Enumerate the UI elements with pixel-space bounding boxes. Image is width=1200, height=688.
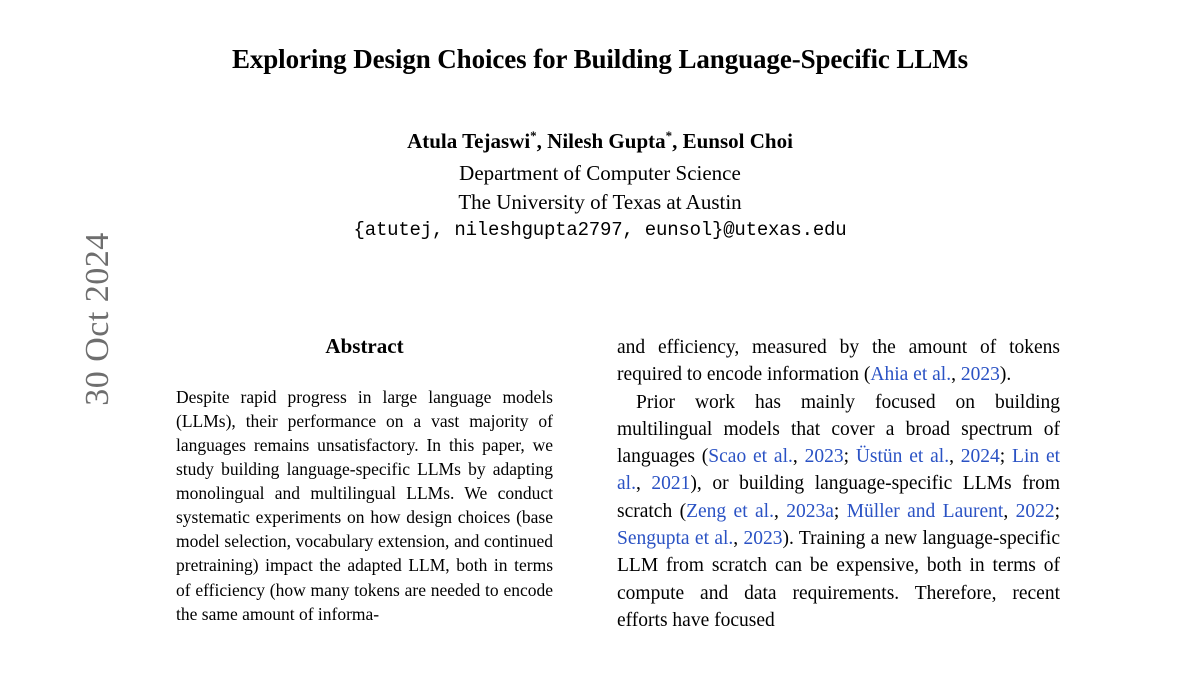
intro-p2-text-g: ), or building language-specific LLMs from scratch ( bbox=[617, 473, 1061, 522]
introduction-body bbox=[617, 334, 1060, 634]
affiliation-line-2: The University of Texas at Austin bbox=[458, 190, 742, 214]
affiliation-line-1: Department of Computer Science bbox=[459, 161, 741, 185]
citation-year-sengupta[interactable]: 2023 bbox=[743, 528, 783, 550]
author-email: {atutej, nileshgupta2797, eunsol}@utexas.edu bbox=[353, 219, 847, 241]
author-separator-1: , bbox=[536, 129, 548, 153]
intro-p2-text-a: Prior work has mainly focused on building multilingual models that cover a broad spectrum of languages ( bbox=[617, 391, 1060, 468]
intro-p2-sep-2: ; bbox=[843, 446, 856, 468]
author-separator-2: , bbox=[672, 129, 683, 153]
citation-lin[interactable]: Lin et al. bbox=[617, 446, 1061, 495]
citation-zeng[interactable]: Zeng et al. bbox=[686, 500, 774, 522]
abstract-paragraph: Despite rapid progress in large language models (LLMs), their performance on a vast majority of languages remains unsatisfactory. In this paper, we study building language-specific LLMs by adapting monolingual and multilingual LLMs. We conduct systematic experiments on how design choices (base model selection, vocabulary extension, and continued pretraining) impact the adapted LLM, both in terms of efficiency (how many tokens are needed to encode the same amount of informa- bbox=[176, 387, 553, 624]
citation-year-scao[interactable]: 2023 bbox=[804, 446, 844, 468]
citation-year-lin[interactable]: 2021 bbox=[651, 473, 691, 495]
intro-paragraph-2 bbox=[617, 389, 1060, 635]
author-footnote-marker-2: * bbox=[665, 128, 673, 143]
intro-p2-sep-10: , bbox=[733, 528, 744, 550]
abstract-column bbox=[176, 334, 553, 626]
intro-p1-sep-1: , bbox=[951, 364, 961, 386]
citation-scao[interactable]: Scao et al. bbox=[708, 446, 793, 468]
intro-paragraph-1 bbox=[617, 334, 1060, 389]
intro-p2-sep-1: , bbox=[792, 446, 805, 468]
intro-p2-sep-8: , bbox=[1003, 500, 1016, 522]
intro-p2-sep-5: , bbox=[635, 473, 652, 495]
author-footnote-marker-1: * bbox=[530, 128, 537, 143]
citation-year-muller[interactable]: 2022 bbox=[1015, 500, 1055, 522]
intro-p2-sep-9: ; bbox=[1054, 500, 1061, 522]
author-name-2: Nilesh Gupta bbox=[547, 129, 666, 153]
citation-year-ahia[interactable]: 2023 bbox=[960, 364, 1000, 386]
author-name-3: Eunsol Choi bbox=[682, 129, 793, 153]
page-title: Exploring Design Choices for Building Language-Specific LLMs bbox=[231, 44, 969, 74]
intro-p2-sep-4: ; bbox=[999, 446, 1013, 468]
intro-p1-text-a: and efficiency, measured by the amount of tokens required to encode information ( bbox=[617, 337, 1060, 386]
citation-ustun[interactable]: Üstün et al. bbox=[855, 446, 950, 468]
introduction-column bbox=[617, 334, 1060, 634]
arxiv-date-stamp: 30 Oct 2024 bbox=[79, 232, 116, 406]
citation-year-zeng[interactable]: 2023a bbox=[786, 500, 834, 522]
page-bottom-clip bbox=[0, 648, 1200, 688]
intro-p2-sep-3: , bbox=[949, 446, 961, 468]
intro-p2-text-m: ). Training a new language-specific LLM from scratch can be expensive, both in terms of compute and data requirements. Therefore, recent efforts have focused bbox=[617, 528, 1060, 631]
abstract-body bbox=[176, 385, 553, 626]
intro-p2-sep-7: ; bbox=[833, 500, 847, 522]
intro-p1-text-c: ). bbox=[999, 364, 1012, 386]
author-list bbox=[120, 128, 1080, 154]
citation-ahia[interactable]: Ahia et al. bbox=[870, 364, 952, 386]
abstract-heading: Abstract bbox=[325, 334, 404, 358]
citation-sengupta[interactable]: Sengupta et al. bbox=[617, 528, 734, 550]
citation-year-ustun[interactable]: 2024 bbox=[960, 446, 1000, 468]
author-name-1: Atula Tejaswi bbox=[407, 129, 531, 153]
intro-p2-sep-6: , bbox=[773, 500, 787, 522]
citation-muller-laurent[interactable]: Müller and Laurent bbox=[846, 500, 1004, 522]
